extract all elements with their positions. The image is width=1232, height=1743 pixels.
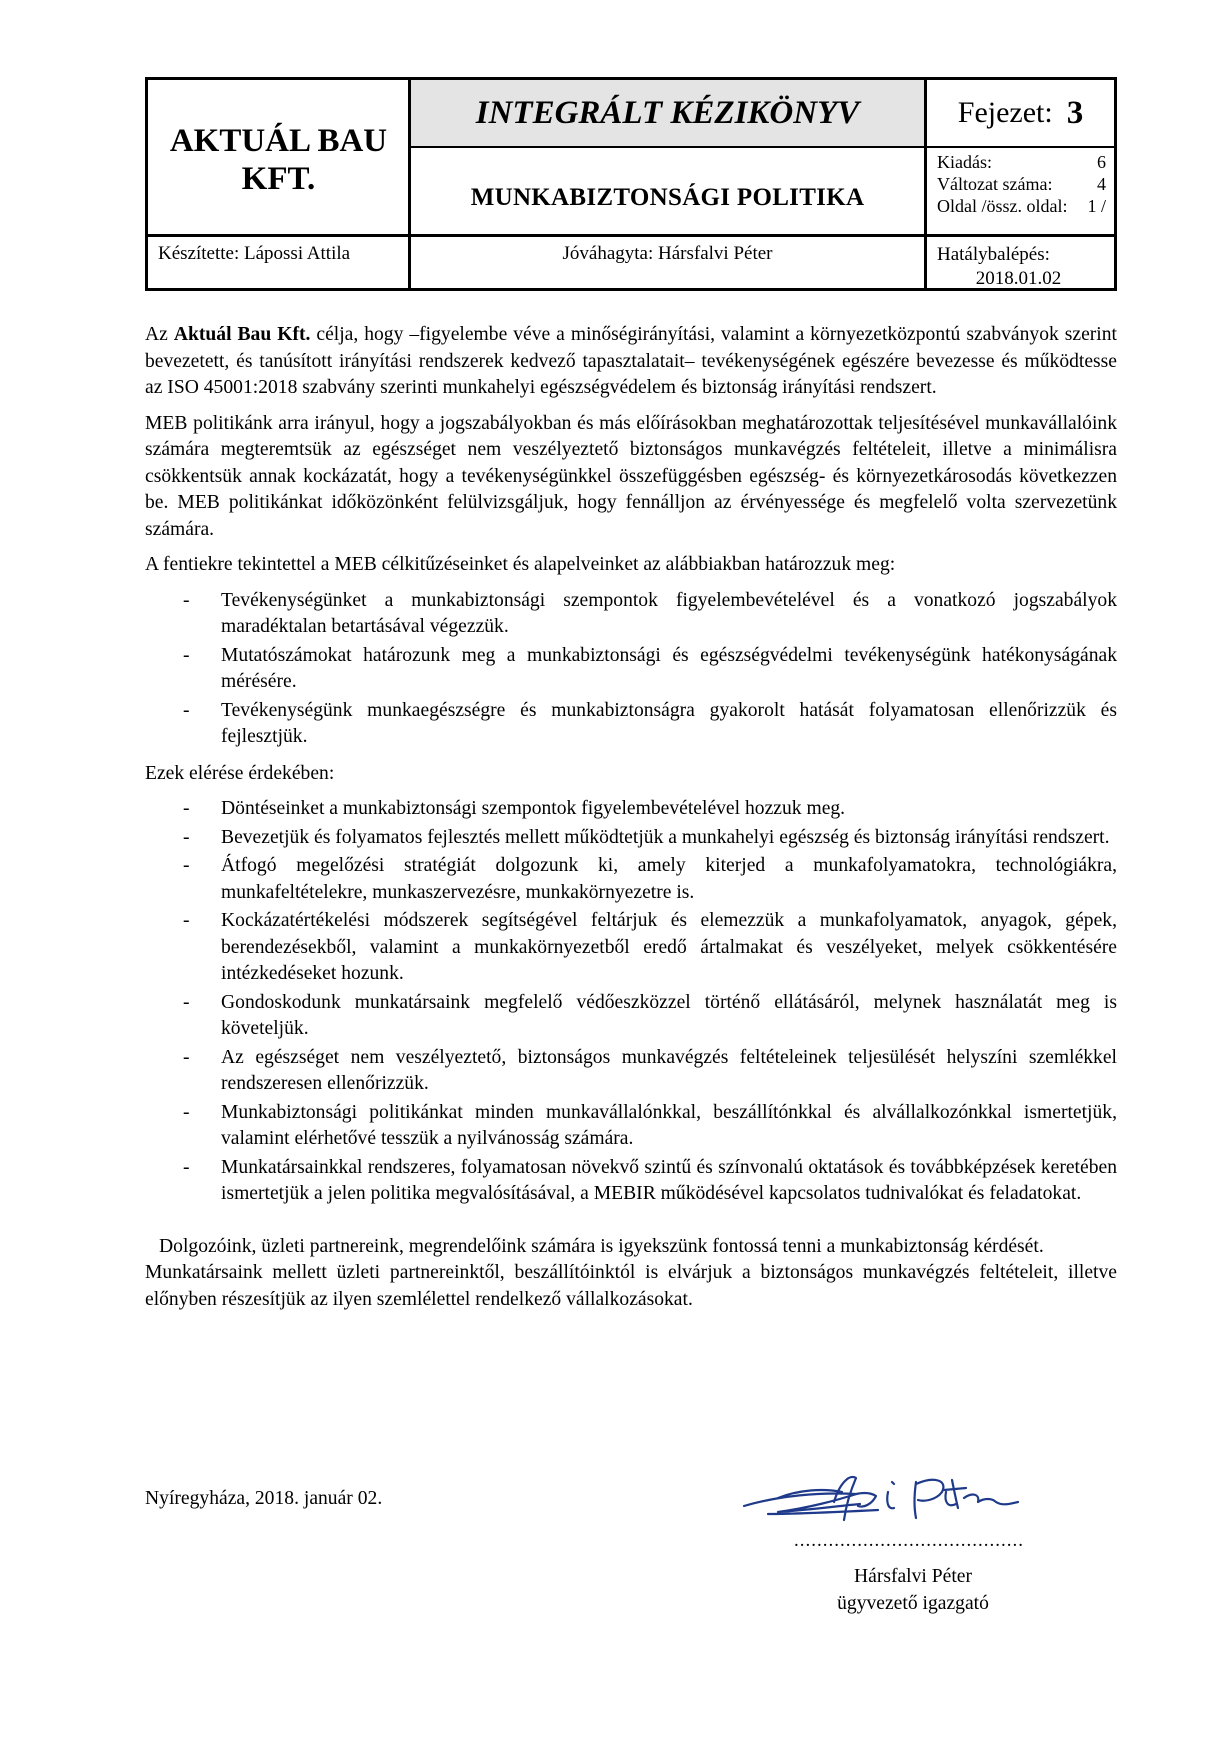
policy-body <box>145 322 1117 1322</box>
signer-title: ügyvezető igazgató <box>837 1593 989 1614</box>
objectives-intro: A fentiekre tekintettel a MEB célkitűzéseinket és alapelveinket az alábbiakban határozzuk meg: <box>145 554 896 575</box>
version-value: 4 <box>1097 174 1106 194</box>
chapter-label: Fejezet: <box>957 96 1053 129</box>
policy-title: MUNKABIZTONSÁGI POLITIKA <box>470 184 865 211</box>
expectations-paragraph: Munkatársaink mellett üzleti partnereinktől, beszállítóinktól is elvárjuk a biztonságos munkavégzés feltételeit, illetve előnyben részesítjük az ilyen szemlélettel rendelkező vállalkozásokat. <box>145 1262 1117 1310</box>
effective-date-cell <box>927 237 1114 291</box>
signature-line: ........................................ <box>794 1530 1024 1551</box>
list-item: - Döntéseinket a munkabiztonsági szempontok figyelembevételével hozzuk meg. <box>183 798 846 819</box>
list-item: - Munkabiztonsági politikánkat minden munkavállalónkkal, beszállítónkkal és alvállalkozónkkal ismertetjük, valamint elérhetővé tesszük a nyilvánosság számára. <box>183 1101 1117 1149</box>
list-item: - Bevezetjük és folyamatos fejlesztés mellett működtetjük a munkahelyi egészség és biztonság irányítási rendszert. <box>183 826 1110 848</box>
list-item: - Átfogó megelőzési stratégiát dolgozunk ki, amely kiterjed a munkafolyamatokra, technológiákra, munkafeltételekre, munkaszervezésre, munkakörnyezetre is. <box>183 855 1117 903</box>
list-item: - Kockázatértékelési módszerek segítségével feltárjuk és elemezzük a munkafolyamatok, anyagok, gépek, berendezésekből, valamint a munkakörnyezetből eredő ártalmakat és veszélyeket, melyek csökkentésére intézkedéseket hozunk. <box>183 910 1117 984</box>
page-value: 1 / <box>1087 196 1106 216</box>
list-item: - Mutatószámokat határozunk meg a munkabiztonsági és egészségvédelmi tevékenységünk hatékonyságának mérésére. <box>183 644 1117 692</box>
effective-label: Hatálybalépés: <box>937 244 1050 265</box>
company-bold: Aktuál Bau Kft. <box>173 324 311 345</box>
signer-block <box>794 1563 1032 1617</box>
measures-list <box>145 796 1117 1208</box>
company-name: AKTUÁL BAU KFT. <box>169 123 388 197</box>
measures-intro: Ezek elérése érdekében: <box>145 762 335 784</box>
policy-aim-paragraph: MEB politikánk arra irányul, hogy a jogszabályokban és más előírásokban meghatározottak teljesítésével munkavállalóink számára megteremtsük az egészséget nem veszélyeztető biztonságos munkavégzés feltételeit, illetve a minimálisra csökkentsük annak kockázatát, hogy a tevékenységünkkel összefüggésben egészség- és környezetkárosodás következzen be. MEB politikánkat időközönként felülvizsgáljuk, hogy fennálljon az érvényessége és megfelelő volta szervezetünk számára. <box>145 412 1117 540</box>
approved-by: Jóváhagyta: Hársfalvi Péter <box>562 243 773 264</box>
chapter-number: 3 <box>1066 94 1084 131</box>
prepared-by: Készítette: Lápossi Attila <box>158 243 351 264</box>
list-item: - Az egészséget nem veszélyeztető, biztonságos munkavégzés feltételeinek teljesülését helyszíni szemlékkel rendszeresen ellenőrizzük. <box>183 1046 1117 1094</box>
signature-image <box>738 1462 1068 1532</box>
effective-date: 2018.01.02 <box>975 268 1062 289</box>
edition-label: Kiadás: <box>937 152 992 172</box>
manual-title: INTEGRÁLT KÉZIKÖNYV <box>411 80 924 146</box>
list-item: - Gondoskodunk munkatársaink megfelelő védőeszközzel történő ellátásáról, melynek használatát meg is követeljük. <box>183 991 1117 1039</box>
partners-paragraph: Dolgozóink, üzleti partnereink, megrendelőink számára is igyekszünk fontossá tenni a munkabiztonság kérdését. <box>159 1235 1044 1257</box>
list-item: - Tevékenységünk munkaegészségre és munkabiztonságra gyakorolt hatását folyamatosan ellenőrizzük és fejlesztjük. <box>183 699 1117 747</box>
intro-paragraph: Az Aktuál Bau Kft. célja, hogy –figyelembe véve a minőségirányítási, valamint a környezetközpontú szabványok szerint bevezetett, és tanúsított irányítási rendszerek kedvező tapasztalatait– tevékenységének egészére bevezesse és működtesse az ISO 45001:2018 szabvány szerinti munkahelyi egészségvédelem és biztonság irányítási rendszert. <box>145 324 1117 398</box>
objectives-list <box>145 588 1117 751</box>
edition-value: 6 <box>1097 152 1106 172</box>
list-item: - Tevékenységünket a munkabiztonsági szempontok figyelembevételével és a vonatkozó jogszabályok maradéktalan betartásával végezzük. <box>183 589 1117 637</box>
list-item: - Munkatársainkkal rendszeres, folyamatosan növekvő szintű és színvonalú oktatások és továbbképzések keretében ismertetjük a jelen politika megvalósításával, a MEBIR működésével kapcsolatos tudnivalókat és feladatokat. <box>183 1156 1117 1204</box>
chapter-cell <box>927 80 1114 146</box>
header-table <box>145 77 1117 291</box>
place-and-date: Nyíregyháza, 2018. január 02. <box>145 1488 383 1509</box>
page-label: Oldal /össz. oldal: <box>937 196 1068 216</box>
document-meta <box>927 148 1114 234</box>
version-label: Változat száma: <box>937 174 1053 194</box>
signer-name: Hársfalvi Péter <box>853 1566 973 1587</box>
